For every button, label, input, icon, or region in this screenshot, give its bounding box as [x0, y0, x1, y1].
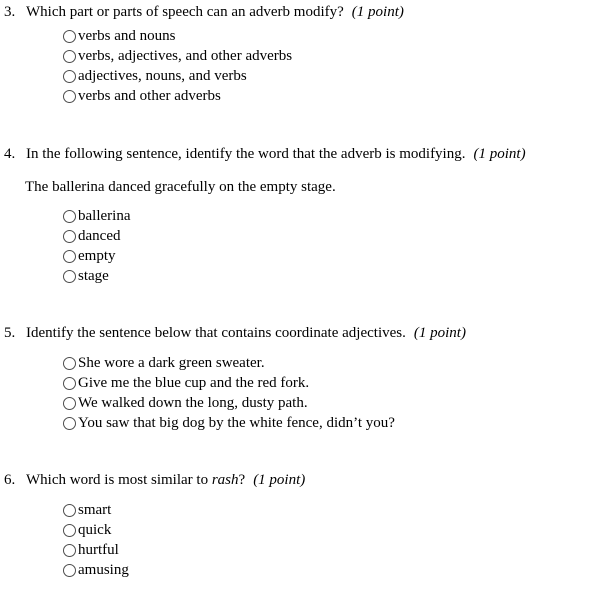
answer-option[interactable] [63, 66, 292, 86]
radio-button[interactable] [63, 30, 76, 43]
radio-button[interactable] [63, 270, 76, 283]
option-label: empty [78, 247, 116, 264]
question-5 [4, 325, 466, 342]
question-3-text: Which part or parts of speech can an adverb modify? [26, 4, 344, 20]
question-4-text: In the following sentence, identify the word that the adverb is modifying. [26, 146, 466, 162]
question-4-context-sentence: The ballerina danced gracefully on the empty stage. [25, 179, 336, 195]
question-6-options [63, 500, 129, 580]
question-6-text-after: ? [238, 472, 246, 488]
radio-button[interactable] [63, 524, 76, 537]
answer-option[interactable] [63, 500, 129, 520]
radio-button[interactable] [63, 210, 76, 223]
answer-option[interactable] [63, 26, 292, 46]
radio-button[interactable] [63, 70, 76, 83]
option-label: verbs, adjectives, and other adverbs [78, 47, 293, 64]
option-label: stage [78, 267, 109, 284]
radio-button[interactable] [63, 417, 76, 430]
answer-option[interactable] [63, 353, 395, 373]
answer-option[interactable] [63, 540, 129, 560]
option-label: quick [78, 521, 112, 538]
option-label: verbs and other adverbs [78, 87, 221, 104]
question-3 [4, 4, 404, 21]
option-label: adjectives, nouns, and verbs [78, 67, 247, 84]
option-label: Give me the blue cup and the red fork. [78, 374, 310, 391]
answer-option[interactable] [63, 266, 130, 286]
answer-option[interactable] [63, 393, 395, 413]
question-3-number: 3. [4, 4, 16, 20]
question-5-options [63, 353, 395, 433]
option-label: amusing [78, 561, 129, 578]
option-label: danced [78, 227, 121, 244]
option-label: We walked down the long, dusty path. [78, 394, 308, 411]
answer-option[interactable] [63, 46, 292, 66]
radio-button[interactable] [63, 397, 76, 410]
option-label: She wore a dark green sweater. [78, 354, 265, 371]
answer-option[interactable] [63, 226, 130, 246]
question-5-text: Identify the sentence below that contains coordinate adjectives. [26, 325, 406, 341]
question-6 [4, 472, 305, 489]
option-label: smart [78, 501, 112, 518]
answer-option[interactable] [63, 206, 130, 226]
question-6-number: 6. [4, 472, 16, 488]
radio-button[interactable] [63, 357, 76, 370]
question-4-options [63, 206, 130, 286]
radio-button[interactable] [63, 377, 76, 390]
question-6-italic-word: rash [211, 472, 239, 488]
question-4 [4, 146, 526, 163]
question-6-text: Which word is most similar to [26, 472, 209, 488]
radio-button[interactable] [63, 564, 76, 577]
question-5-points: (1 point) [413, 325, 466, 341]
option-label: ballerina [78, 207, 131, 224]
radio-button[interactable] [63, 504, 76, 517]
option-label: hurtful [78, 541, 119, 558]
question-4-points: (1 point) [473, 146, 526, 162]
radio-button[interactable] [63, 250, 76, 263]
radio-button[interactable] [63, 230, 76, 243]
answer-option[interactable] [63, 86, 292, 106]
option-label: You saw that big dog by the white fence, didn’t you? [78, 414, 395, 431]
question-4-number: 4. [4, 146, 16, 162]
question-5-number: 5. [4, 325, 16, 341]
answer-option[interactable] [63, 560, 129, 580]
answer-option[interactable] [63, 520, 129, 540]
radio-button[interactable] [63, 544, 76, 557]
radio-button[interactable] [63, 50, 76, 63]
option-label: verbs and nouns [78, 27, 176, 44]
question-3-points: (1 point) [351, 4, 404, 20]
question-6-points: (1 point) [253, 472, 306, 488]
radio-button[interactable] [63, 90, 76, 103]
answer-option[interactable] [63, 246, 130, 266]
answer-option[interactable] [63, 413, 395, 433]
question-3-options [63, 26, 292, 106]
answer-option[interactable] [63, 373, 395, 393]
